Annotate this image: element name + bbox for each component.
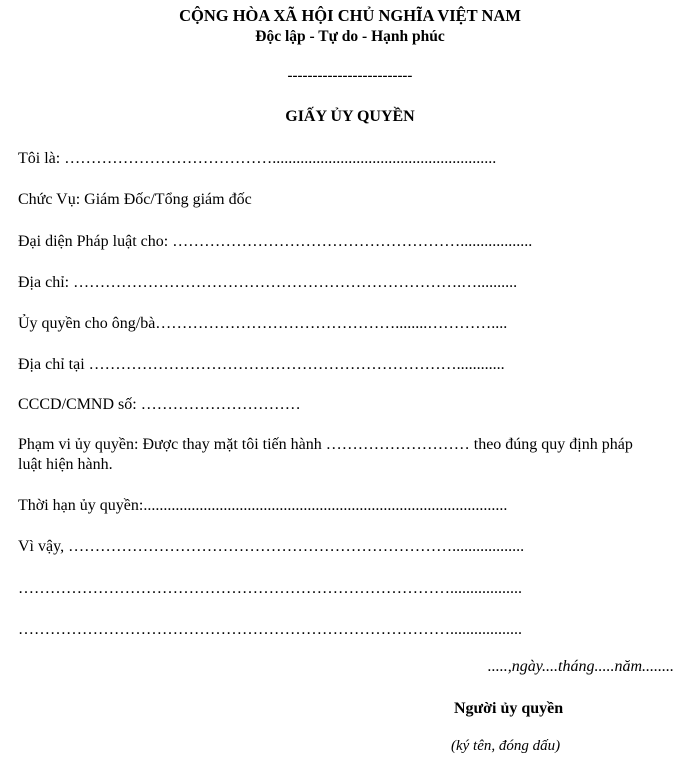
national-title: CỘNG HÒA XÃ HỘI CHỦ NGHĨA VIỆT NAM xyxy=(179,6,521,25)
signer-role: Người ủy quyền xyxy=(454,700,564,717)
header-separator: ------------------------- xyxy=(287,68,413,84)
field-uy-quyen-cho: Ủy quyền cho ông/bà………………………………………........………….... xyxy=(18,315,508,332)
field-dia-chi: Địa chỉ: ……………………………………………………………….….......... xyxy=(18,274,518,291)
motto: Độc lập - Tự do - Hạnh phúc xyxy=(255,28,445,45)
field-dai-dien-phap-luat: Đại diện Pháp luật cho: ……………………………………………….................. xyxy=(18,233,533,250)
field-cccd-cmnd: CCCD/CMND số: ………………………… xyxy=(18,396,301,413)
field-thoi-han-uy-quyen: Thời hạn ủy quyền:........................................................................................... xyxy=(18,497,508,514)
date-line: .....,ngày....tháng.....năm........ xyxy=(487,658,674,675)
field-dia-chi-tai: Địa chỉ tại ……………………………………………………………............ xyxy=(18,356,505,373)
field-toi-la: Tôi là: …………………………………........................................................ xyxy=(18,150,497,167)
blank-line-1: ……………………………………………………………………….................. xyxy=(18,580,522,597)
signature-note: (ký tên, đóng dấu) xyxy=(451,738,561,754)
field-pham-vi-uy-quyen: Phạm vi ủy quyền: Được thay mặt tôi tiến hành ……………………… theo đúng quy định pháp luật hiện hành. xyxy=(18,436,633,473)
field-chuc-vu: Chức Vụ: Giám Đốc/Tổng giám đốc xyxy=(18,191,252,208)
blank-line-2: ……………………………………………………………………….................. xyxy=(18,621,522,638)
document-title: GIẤY ỦY QUYỀN xyxy=(285,108,415,125)
field-vi-vay: Vì vậy, ……………………………………………………………….................. xyxy=(18,538,525,555)
